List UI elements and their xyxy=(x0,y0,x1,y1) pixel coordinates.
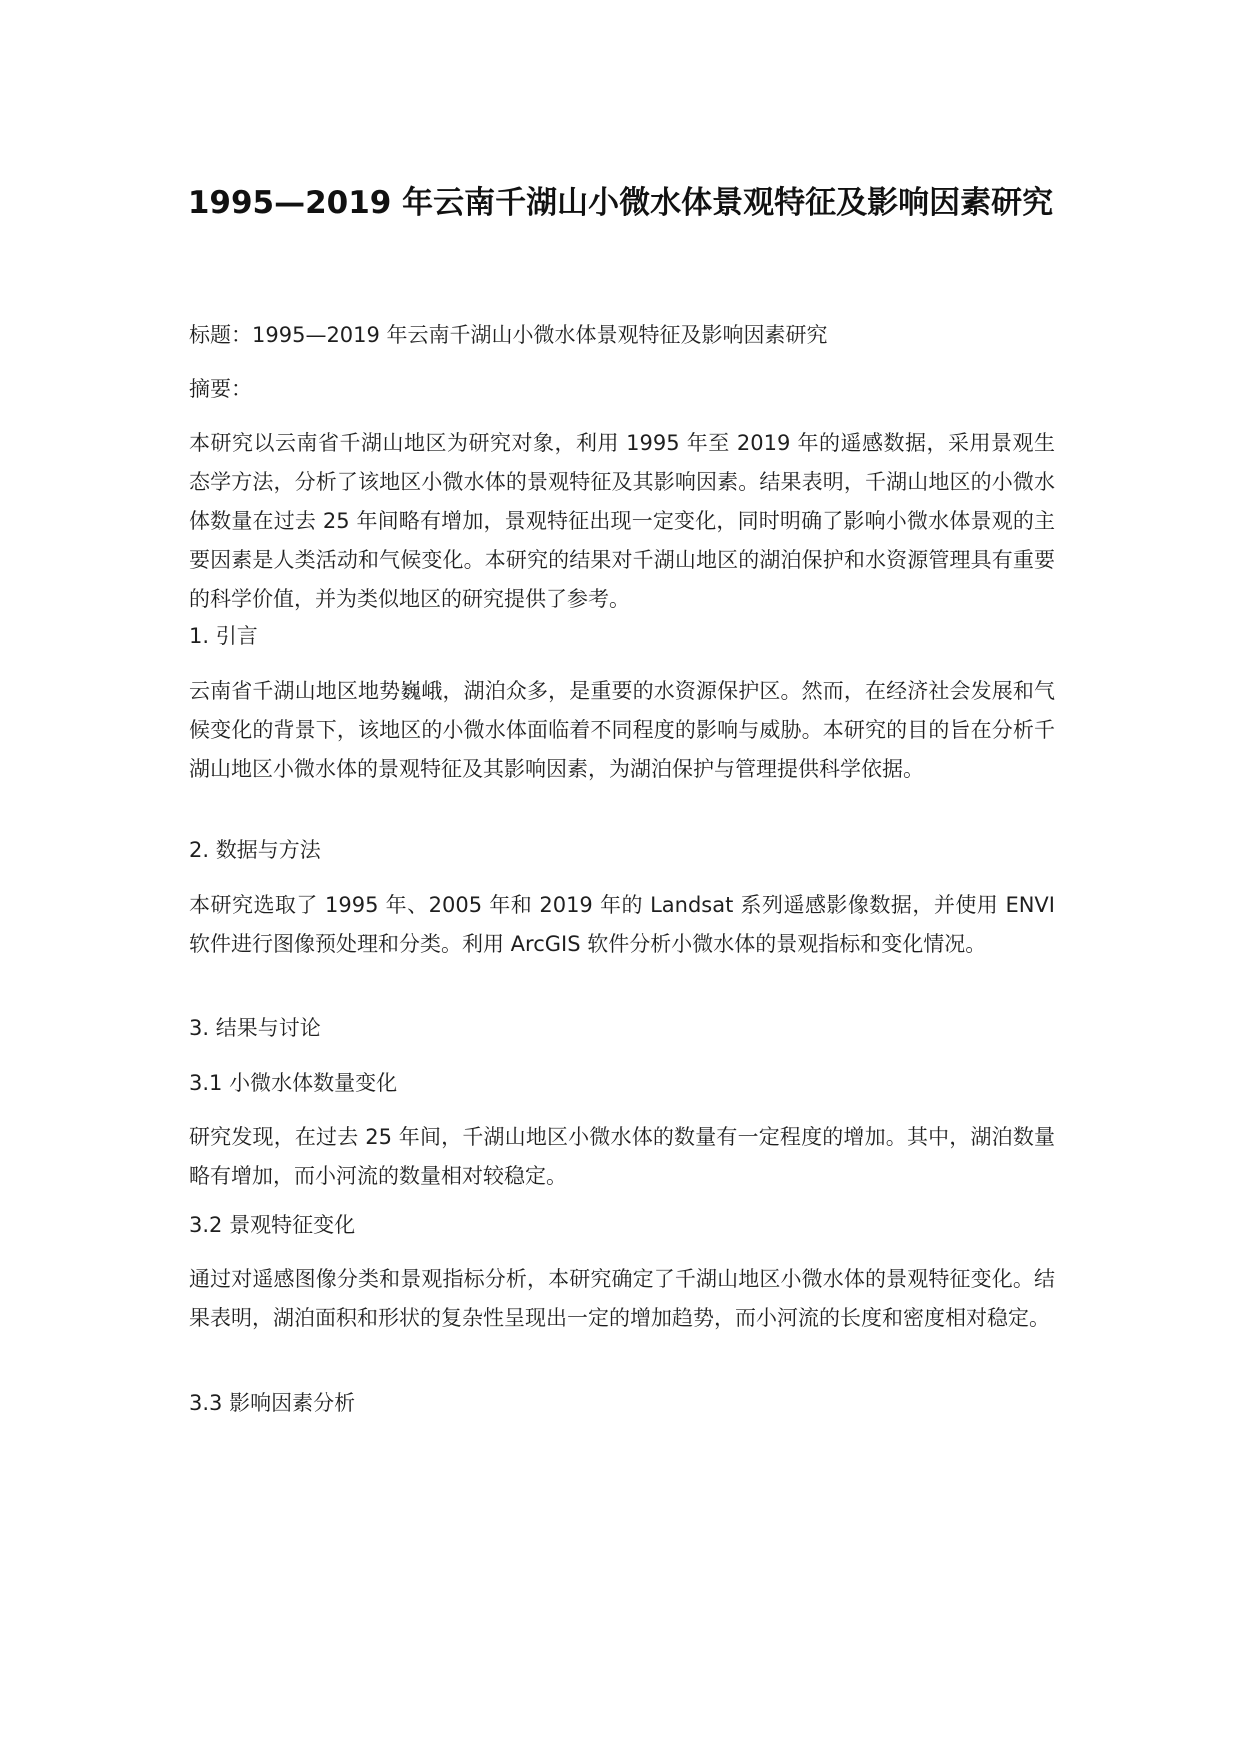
section-heading-intro: 1. 引言 xyxy=(189,624,258,648)
abstract-label: 摘要： xyxy=(189,377,252,401)
subsection-heading-3-1: 3.1 小微水体数量变化 xyxy=(189,1071,398,1095)
section-heading-results: 3. 结果与讨论 xyxy=(189,1016,321,1040)
subsection-heading-3-3: 3.3 影响因素分析 xyxy=(189,1391,356,1415)
results-3-1-paragraph: 研究发现，在过去 25 年间，千湖山地区小微水体的数量有一定程度的增加。其中，湖泊数量略有增加，而小河流的数量相对较稳定。 xyxy=(189,1125,1055,1188)
methods-paragraph: 本研究选取了 1995 年、2005 年和 2019 年的 Landsat 系列遥感影像数据，并使用 ENVI 软件进行图像预处理和分类。利用 ArcGIS 软件分析小微水体的景观指标和变化情况。 xyxy=(189,893,1055,956)
results-3-2-paragraph: 通过对遥感图像分类和景观指标分析，本研究确定了千湖山地区小微水体的景观特征变化。结果表明，湖泊面积和形状的复杂性呈现出一定的增加趋势，而小河流的长度和密度相对稳定。 xyxy=(189,1267,1055,1330)
title-line: 标题：1995—2019 年云南千湖山小微水体景观特征及影响因素研究 xyxy=(189,323,828,347)
subsection-heading-3-2: 3.2 景观特征变化 xyxy=(189,1213,356,1237)
abstract-paragraph: 本研究以云南省千湖山地区为研究对象，利用 1995 年至 2019 年的遥感数据，采用景观生态学方法，分析了该地区小微水体的景观特征及其影响因素。结果表明，千湖山地区的小微水体数量在过去 25 年间略有增加，景观特征出现一定变化，同时明确了影响小微水体景观的主要因素是人类活动和气候变化。本研究的结果对千湖山地区的湖泊保护和水资源管理具有重要的科学价值，并为类似地区的研究提供了参考。 xyxy=(189,431,1055,611)
document-title: 1995—2019 年云南千湖山小微水体景观特征及影响因素研究 xyxy=(187,185,1054,221)
section-heading-methods: 2. 数据与方法 xyxy=(189,838,321,862)
intro-paragraph: 云南省千湖山地区地势巍峨，湖泊众多，是重要的水资源保护区。然而，在经济社会发展和气候变化的背景下，该地区的小微水体面临着不同程度的影响与威胁。本研究的目的旨在分析千湖山地区小微水体的景观特征及其影响因素，为湖泊保护与管理提供科学依据。 xyxy=(189,679,1055,781)
